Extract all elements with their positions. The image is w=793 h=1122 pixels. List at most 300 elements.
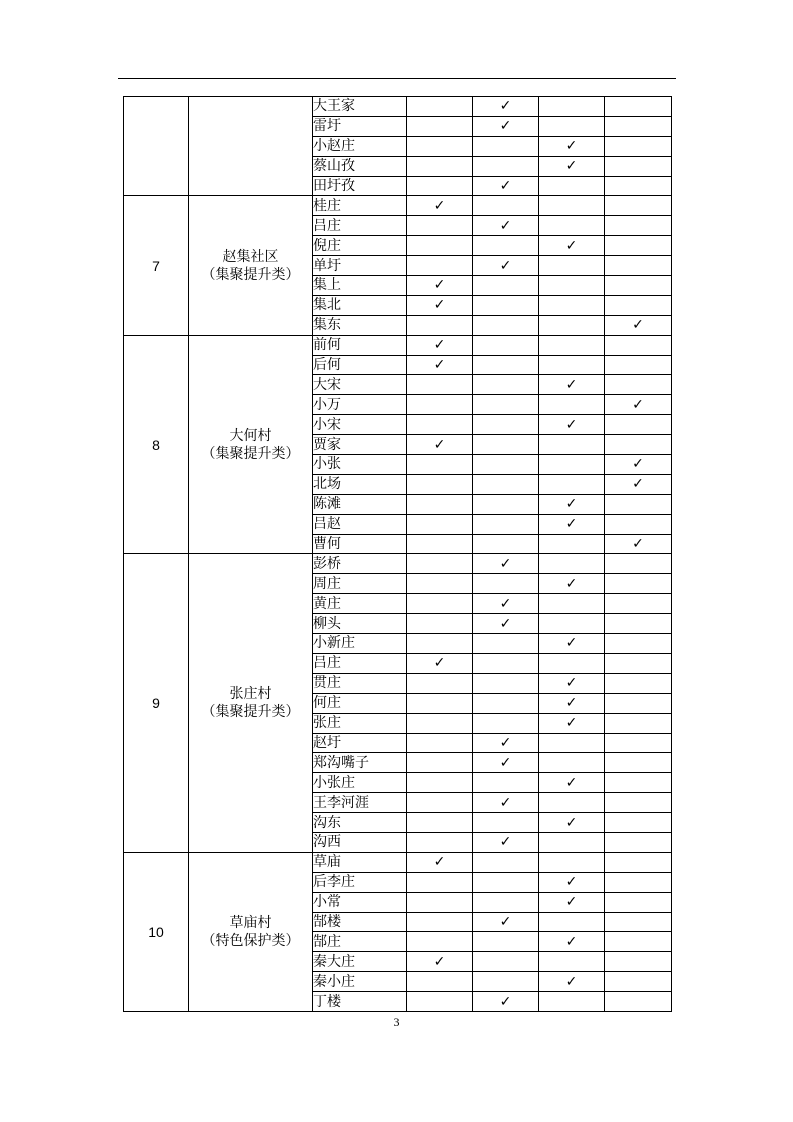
category-cell-1: [407, 176, 473, 196]
group-number: 9: [124, 554, 189, 852]
category-cell-3: [539, 455, 605, 475]
village-name: 秦大庄: [313, 952, 407, 972]
category-cell-4: [605, 116, 672, 136]
category-cell-3: [539, 952, 605, 972]
category-cell-4: [605, 176, 672, 196]
village-name: 吕庄: [313, 216, 407, 236]
category-cell-3: [539, 196, 605, 216]
check-icon: ✓: [565, 635, 578, 652]
category-cell-4: [605, 872, 672, 892]
check-icon: ✓: [499, 178, 512, 194]
category-cell-3: [539, 574, 605, 594]
check-icon: ✓: [632, 536, 644, 553]
category-cell-2: [473, 97, 539, 117]
category-cell-3: [539, 176, 605, 196]
check-icon: ✓: [565, 894, 578, 911]
village-name: 田圩孜: [313, 176, 407, 196]
category-cell-3: [539, 594, 605, 614]
village-name: 黄庄: [313, 594, 407, 614]
village-name: 集东: [313, 315, 407, 335]
category-cell-1: [407, 375, 473, 395]
category-cell-1: [407, 136, 473, 156]
village-name: 贾家: [313, 435, 407, 455]
check-icon: ✓: [499, 595, 512, 612]
check-icon: ✓: [433, 277, 446, 294]
category-cell-3: [539, 435, 605, 455]
category-cell-3: [539, 813, 605, 833]
village-name: 郜庄: [313, 932, 407, 952]
village-name: 丁楼: [313, 992, 407, 1012]
category-cell-2: [473, 375, 539, 395]
category-cell-2: [473, 176, 539, 196]
category-cell-3: [539, 335, 605, 355]
category-cell-4: [605, 733, 672, 753]
category-cell-4: [605, 295, 672, 315]
category-cell-2: [473, 494, 539, 514]
category-cell-4: [605, 415, 672, 435]
category-cell-3: [539, 97, 605, 117]
category-cell-4: [605, 355, 672, 375]
category-cell-1: [407, 912, 473, 932]
category-cell-2: [473, 713, 539, 733]
category-cell-1: [407, 614, 473, 634]
village-name: 柳头: [313, 614, 407, 634]
category-cell-4: [605, 992, 672, 1012]
category-cell-3: [539, 375, 605, 395]
village-name: 大王家: [313, 97, 407, 117]
category-cell-2: [473, 455, 539, 475]
category-cell-1: [407, 514, 473, 534]
category-cell-3: [539, 136, 605, 156]
page-number: 3: [393, 1015, 400, 1029]
category-cell-4: [605, 256, 672, 276]
category-cell-4: [605, 276, 672, 296]
category-cell-2: [473, 136, 539, 156]
category-cell-4: [605, 97, 672, 117]
category-cell-3: [539, 216, 605, 236]
category-cell-3: [539, 793, 605, 813]
category-cell-3: [539, 653, 605, 673]
category-cell-1: [407, 295, 473, 315]
check-icon: ✓: [499, 913, 512, 930]
group-number: [124, 97, 189, 196]
group-number: 8: [124, 335, 189, 554]
village-name: 集上: [313, 276, 407, 296]
check-icon: ✓: [565, 376, 578, 393]
category-cell-3: [539, 972, 605, 992]
category-cell-2: [473, 773, 539, 793]
group-number: 7: [124, 196, 189, 335]
category-cell-1: [407, 892, 473, 912]
category-cell-1: [407, 634, 473, 654]
category-cell-4: [605, 693, 672, 713]
village-name: 小宋: [313, 415, 407, 435]
category-cell-1: [407, 653, 473, 673]
category-cell-2: [473, 852, 539, 872]
category-cell-1: [407, 852, 473, 872]
category-cell-4: [605, 634, 672, 654]
check-icon: ✓: [632, 396, 644, 413]
category-cell-1: [407, 534, 473, 554]
category-cell-2: [473, 832, 539, 852]
group-name: 赵集社区: [222, 248, 279, 265]
group-name-cell: [189, 852, 313, 1011]
category-cell-1: [407, 673, 473, 693]
village-table-body: [124, 97, 672, 1012]
check-icon: ✓: [499, 734, 512, 751]
category-cell-3: [539, 614, 605, 634]
category-cell-2: [473, 932, 539, 952]
check-icon: ✓: [565, 973, 578, 990]
check-icon: ✓: [565, 138, 578, 155]
village-name: 小常: [313, 892, 407, 912]
category-cell-1: [407, 793, 473, 813]
village-name: 北场: [313, 474, 407, 494]
village-name: 沟东: [313, 813, 407, 833]
category-cell-3: [539, 634, 605, 654]
category-cell-1: [407, 315, 473, 335]
village-name: 秦小庄: [313, 972, 407, 992]
category-cell-4: [605, 852, 672, 872]
category-cell-2: [473, 116, 539, 136]
village-name: 郑沟嘴子: [313, 753, 407, 773]
category-cell-2: [473, 952, 539, 972]
category-cell-3: [539, 773, 605, 793]
village-name: 雷圩: [313, 116, 407, 136]
village-name: 小张: [313, 455, 407, 475]
group-type: （集聚提升类）: [201, 445, 300, 462]
village-name: 倪庄: [313, 236, 407, 256]
category-cell-1: [407, 932, 473, 952]
check-icon: ✓: [499, 754, 512, 771]
category-cell-2: [473, 574, 539, 594]
village-name: 赵圩: [313, 733, 407, 753]
check-icon: ✓: [499, 118, 512, 135]
category-cell-1: [407, 713, 473, 733]
category-cell-2: [473, 276, 539, 296]
category-cell-4: [605, 455, 672, 475]
category-cell-3: [539, 753, 605, 773]
check-icon: ✓: [565, 496, 578, 513]
check-icon: ✓: [499, 794, 512, 811]
check-icon: ✓: [499, 217, 512, 234]
check-icon: ✓: [499, 555, 512, 572]
category-cell-3: [539, 236, 605, 256]
category-cell-1: [407, 256, 473, 276]
category-cell-2: [473, 474, 539, 494]
category-cell-4: [605, 315, 672, 335]
check-icon: ✓: [565, 575, 578, 592]
category-cell-4: [605, 236, 672, 256]
check-icon: ✓: [433, 357, 446, 374]
village-name: 陈滩: [313, 494, 407, 514]
category-cell-2: [473, 554, 539, 574]
category-cell-3: [539, 892, 605, 912]
category-cell-4: [605, 514, 672, 534]
check-icon: ✓: [433, 854, 446, 871]
category-cell-2: [473, 335, 539, 355]
check-icon: ✓: [499, 98, 512, 115]
category-cell-1: [407, 395, 473, 415]
category-cell-1: [407, 952, 473, 972]
category-cell-4: [605, 832, 672, 852]
group-name: 张庄村: [229, 686, 272, 703]
village-name: 吕庄: [313, 653, 407, 673]
category-cell-3: [539, 992, 605, 1012]
village-name: 后李庄: [313, 872, 407, 892]
check-icon: ✓: [565, 158, 578, 175]
village-name: 王李河涯: [313, 793, 407, 813]
category-cell-1: [407, 733, 473, 753]
check-icon: ✓: [565, 237, 578, 254]
check-icon: ✓: [565, 814, 578, 831]
category-cell-2: [473, 673, 539, 693]
category-cell-2: [473, 534, 539, 554]
category-cell-4: [605, 713, 672, 733]
category-cell-3: [539, 395, 605, 415]
category-cell-1: [407, 216, 473, 236]
category-cell-2: [473, 733, 539, 753]
group-name: 草庙村: [229, 914, 272, 931]
category-cell-4: [605, 932, 672, 952]
category-cell-2: [473, 753, 539, 773]
village-name: 集北: [313, 295, 407, 315]
category-cell-1: [407, 594, 473, 614]
category-cell-4: [605, 892, 672, 912]
group-type: （特色保护类）: [201, 932, 300, 949]
category-cell-3: [539, 355, 605, 375]
check-icon: ✓: [565, 416, 578, 433]
category-cell-4: [605, 773, 672, 793]
check-icon: ✓: [433, 436, 446, 453]
category-cell-4: [605, 594, 672, 614]
check-icon: ✓: [632, 476, 644, 493]
check-icon: ✓: [499, 993, 512, 1010]
village-name: 沟西: [313, 832, 407, 852]
village-name: 曹何: [313, 534, 407, 554]
category-cell-4: [605, 196, 672, 216]
check-icon: ✓: [565, 774, 578, 791]
village-name: 小张庄: [313, 773, 407, 793]
village-name: 周庄: [313, 574, 407, 594]
category-cell-2: [473, 634, 539, 654]
village-name: 后何: [313, 355, 407, 375]
category-cell-1: [407, 992, 473, 1012]
village-name: 吕赵: [313, 514, 407, 534]
category-cell-1: [407, 455, 473, 475]
group-name-cell: [189, 196, 313, 335]
category-cell-3: [539, 912, 605, 932]
group-type: （集聚提升类）: [201, 704, 300, 721]
category-cell-3: [539, 415, 605, 435]
check-icon: ✓: [565, 516, 578, 533]
category-cell-3: [539, 474, 605, 494]
category-cell-1: [407, 813, 473, 833]
category-cell-4: [605, 136, 672, 156]
group-name-cell: [189, 97, 313, 196]
category-cell-4: [605, 753, 672, 773]
category-cell-4: [605, 375, 672, 395]
village-name: 何庄: [313, 693, 407, 713]
category-cell-3: [539, 534, 605, 554]
category-cell-3: [539, 116, 605, 136]
category-cell-1: [407, 435, 473, 455]
category-cell-2: [473, 315, 539, 335]
category-cell-4: [605, 972, 672, 992]
category-cell-1: [407, 156, 473, 176]
category-cell-1: [407, 972, 473, 992]
category-cell-1: [407, 872, 473, 892]
category-cell-1: [407, 116, 473, 136]
village-table: [123, 96, 672, 1012]
check-icon: ✓: [565, 933, 578, 950]
group-name: 大何村: [229, 427, 272, 444]
category-cell-1: [407, 276, 473, 296]
category-cell-2: [473, 594, 539, 614]
category-cell-1: [407, 474, 473, 494]
category-cell-3: [539, 693, 605, 713]
category-cell-4: [605, 574, 672, 594]
category-cell-2: [473, 435, 539, 455]
group-type: （集聚提升类）: [201, 266, 300, 283]
category-cell-1: [407, 355, 473, 375]
check-icon: ✓: [565, 695, 578, 712]
category-cell-3: [539, 514, 605, 534]
category-cell-1: [407, 773, 473, 793]
category-cell-4: [605, 793, 672, 813]
check-icon: ✓: [632, 317, 644, 334]
group-number: 10: [124, 852, 189, 1011]
category-cell-2: [473, 216, 539, 236]
category-cell-2: [473, 256, 539, 276]
category-cell-4: [605, 216, 672, 236]
category-cell-4: [605, 395, 672, 415]
category-cell-1: [407, 574, 473, 594]
category-cell-2: [473, 972, 539, 992]
category-cell-1: [407, 97, 473, 117]
category-cell-4: [605, 813, 672, 833]
check-icon: ✓: [565, 675, 578, 692]
category-cell-3: [539, 276, 605, 296]
category-cell-1: [407, 335, 473, 355]
category-cell-3: [539, 295, 605, 315]
category-cell-3: [539, 673, 605, 693]
village-name: 大宋: [313, 375, 407, 395]
category-cell-1: [407, 554, 473, 574]
category-cell-4: [605, 156, 672, 176]
table-row: [124, 335, 672, 355]
category-cell-2: [473, 793, 539, 813]
group-name-cell: [189, 335, 313, 554]
category-cell-2: [473, 912, 539, 932]
village-name: 贯庄: [313, 673, 407, 693]
category-cell-2: [473, 196, 539, 216]
category-cell-3: [539, 713, 605, 733]
table-row: [124, 554, 672, 574]
category-cell-3: [539, 494, 605, 514]
category-cell-4: [605, 335, 672, 355]
category-cell-3: [539, 872, 605, 892]
category-cell-4: [605, 614, 672, 634]
category-cell-2: [473, 872, 539, 892]
check-icon: ✓: [499, 615, 512, 632]
category-cell-3: [539, 315, 605, 335]
category-cell-3: [539, 554, 605, 574]
category-cell-1: [407, 196, 473, 216]
category-cell-2: [473, 892, 539, 912]
category-cell-3: [539, 156, 605, 176]
village-name: 草庙: [313, 852, 407, 872]
header-rule: [118, 78, 676, 79]
category-cell-2: [473, 614, 539, 634]
check-icon: ✓: [433, 297, 446, 314]
category-cell-4: [605, 912, 672, 932]
category-cell-3: [539, 832, 605, 852]
village-name: 小赵庄: [313, 136, 407, 156]
table-row: [124, 852, 672, 872]
village-name: 前何: [313, 335, 407, 355]
check-icon: ✓: [499, 834, 512, 851]
village-name: 彭桥: [313, 554, 407, 574]
category-cell-1: [407, 832, 473, 852]
village-name: 蔡山孜: [313, 156, 407, 176]
category-cell-2: [473, 514, 539, 534]
category-cell-4: [605, 474, 672, 494]
village-name: 郜楼: [313, 912, 407, 932]
check-icon: ✓: [433, 197, 446, 214]
category-cell-2: [473, 355, 539, 375]
category-cell-2: [473, 653, 539, 673]
category-cell-2: [473, 395, 539, 415]
category-cell-3: [539, 256, 605, 276]
village-name: 小新庄: [313, 634, 407, 654]
check-icon: ✓: [433, 337, 446, 354]
check-icon: ✓: [565, 874, 578, 891]
category-cell-2: [473, 813, 539, 833]
category-cell-1: [407, 693, 473, 713]
category-cell-2: [473, 156, 539, 176]
category-cell-4: [605, 653, 672, 673]
village-name: 小万: [313, 395, 407, 415]
category-cell-2: [473, 693, 539, 713]
check-icon: ✓: [565, 715, 578, 732]
category-cell-1: [407, 494, 473, 514]
category-cell-1: [407, 753, 473, 773]
category-cell-1: [407, 415, 473, 435]
check-icon: ✓: [433, 655, 446, 672]
category-cell-4: [605, 534, 672, 554]
category-cell-1: [407, 236, 473, 256]
village-name: 单圩: [313, 256, 407, 276]
category-cell-3: [539, 733, 605, 753]
category-cell-2: [473, 236, 539, 256]
village-name: 桂庄: [313, 196, 407, 216]
category-cell-2: [473, 415, 539, 435]
category-cell-4: [605, 554, 672, 574]
check-icon: ✓: [632, 456, 644, 473]
table-row: [124, 196, 672, 216]
category-cell-3: [539, 932, 605, 952]
village-name: 张庄: [313, 713, 407, 733]
table-row: [124, 97, 672, 117]
check-icon: ✓: [499, 257, 512, 274]
group-name-cell: [189, 554, 313, 852]
category-cell-3: [539, 852, 605, 872]
category-cell-4: [605, 435, 672, 455]
check-icon: ✓: [433, 953, 446, 970]
category-cell-2: [473, 295, 539, 315]
category-cell-4: [605, 673, 672, 693]
